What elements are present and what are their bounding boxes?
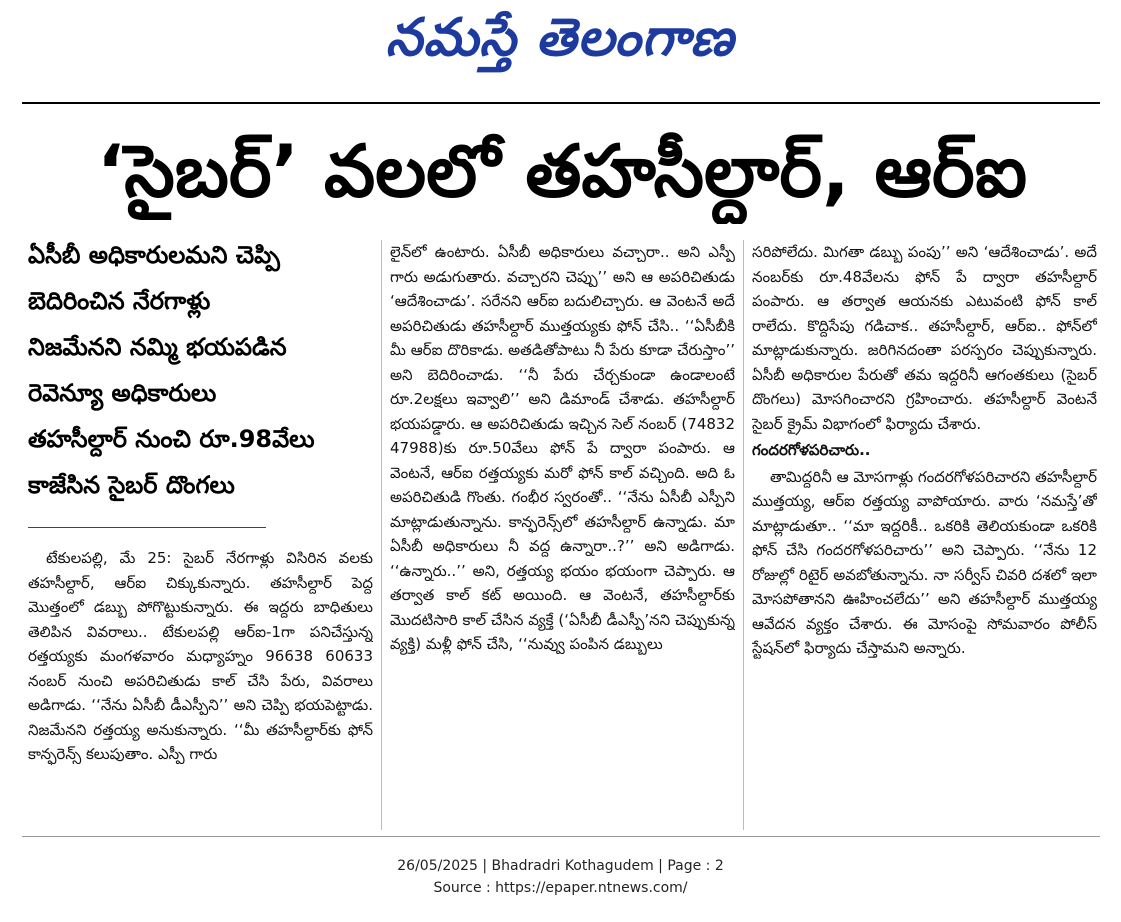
- masthead-rule: [22, 102, 1100, 104]
- headline-text: ‘సైబర్’ వలలో తహసీల్దార్, ఆర్ఐ: [96, 129, 1028, 213]
- column-divider: [743, 240, 744, 830]
- masthead-logo: [360, 4, 760, 72]
- article-paragraph: తామిద్దరినీ ఆ మోసగాళ్లు గందరగోళపరిచారని తహసీల్దార్ ముత్తయ్య, ఆర్ఐ రత్తయ్య వాపోయారు. వారు ‘నమస్తే’తో మాట్లాడుతూ.. ‘‘మా ఇద్దరికీ.. ఒకరికి తెలియకుండా ఒకరికి ఫోన్ చేసి గందరగోళపరిచారు’’ అని చెప్పారు. ‘‘నేను 12 రోజుల్లో రిటైర్ అవబోతున్నాను. నా సర్వీస్ చివరి దశలో ఇలా మోసపోతానని ఊహించలేదు’’ అని తహసీల్దార్ ముత్తయ్య ఆవేదన వ్యక్తం చేశారు. ఈ మోసంపై సోమవారం పోలీస్ స్టేషన్‌లో ఫిర్యాదు చేస్తామని అన్నారు.: [752, 467, 1097, 657]
- footer-source: Source : https://epaper.ntnews.com/: [433, 880, 688, 896]
- deck-list: [28, 240, 373, 516]
- column-divider: [381, 240, 382, 830]
- article-paragraph: టేకులపల్లి, మే 25: సైబర్ నేరగాళ్లు విసిరిన వలకు తహసీల్దార్, ఆర్ఐ చిక్కుకున్నారు. తహసీల్దార్ పెద్ద మొత్తంలో డబ్బు పోగొట్టుకున్నారు. ఈ ఇద్దరు బాధితులు తెలిపిన వివరాలు.. టేకులపల్లి ఆర్ఐ-1గా పనిచేస్తున్న రత్తయ్యకు మంగళవారం మధ్యాహ్నం 96638 60633 నంబర్ నుంచి అపరిచితుడు కాల్ చేసి పేరు, వివరాలు అడిగాడు. ‘‘నేను ఏసీబీ డీఎస్పీని’’ అని చెప్పి భయపెట్టాడు. నిజమేనని రత్తయ్య అనుకున్నారు. ‘‘మీ తహసీల్దార్‌కు ఫోన్ కాన్ఫరెన్స్ కలుపుతాం. ఎస్పీ గారు: [28, 549, 373, 763]
- article-subhead: గందరగోళపరిచారు..: [752, 441, 871, 459]
- article-paragraph: సరిపోలేదు. మిగతా డబ్బు పంపు’’ అని ‘ఆదేశించాడు’. అదే నంబర్‌కు రూ.48వేలను ఫోన్ పే ద్వారా తహసీల్దార్ పంపారు. ఆ తర్వాత ఆయనకు ఎటువంటి ఫోన్ కాల్ రాలేదు. కొద్దిసేపు గడిచాక.. తహసీల్దార్, ఆర్ఐ.. ఫోన్‌లో మాట్లాడుకున్నారు. జరిగినదంతా పరస్పరం చెప్పుకున్నారు. ఏసీబీ అధికారుల పేరుతో తమ ఇద్దరినీ ఆగంతకులు (సైబర్ దొంగలు) మోసగించారని గ్రహించారు. తహసీల్దార్ వెంటనే సైబర్ క్రైమ్ విభాగంలో ఫిర్యాదు చేశారు.: [752, 243, 1097, 433]
- article-column-2: [390, 240, 735, 830]
- deck-line: తహసీల్దార్ నుంచి రూ.98వేలు: [28, 425, 315, 453]
- deck-line: రెవెన్యూ అధికారులు: [28, 379, 217, 407]
- article-paragraph: లైన్‌లో ఉంటారు. ఏసీబీ అధికారులు వచ్చారా.. అని ఎస్పీ గారు అడుగుతారు. వచ్చారని చెప్పు’’ అని ఆ అపరిచితుడు ‘ఆదేశించాడు’. సరేనని ఆర్ఐ బదులిచ్చారు. ఆ వెంటనే అదే అపరిచితుడు తహసీల్దార్ ముత్తయ్యకు ఫోన్ చేసి.. ‘‘ఏసీబీకి మీ ఆర్ఐ దొరికాడు. అతడితోపాటు నీ పేరు కూడా చేరుస్తాం’’ అని బెదిరించాడు. ‘‘నీ పేరు చేర్చకుండా ఉండాలంటే రూ.2లక్షలు ఇవ్వాలి’’ అని డిమాండ్ చేశాడు. తహసీల్దార్ భయపడ్డారు. ఆ అపరిచితుడు ఇచ్చిన సెల్ నంబర్ (74832 47988)కు రూ.50వేలు ఫోన్ పే ద్వారా పంపారు. ఆ వెంటనే, ఆర్ఐ రత్తయ్యకు మరో ఫోన్ కాల్ వచ్చింది. అది ఓ అపరిచితుడి గొంతు. గంభీర స్వరంతో.. ‘‘నేను ఏసీబీ ఎస్పీని మాట్లాడుతున్నాను. కాన్ఫరెన్స్‌లో తహసీల్దార్ ఉన్నాడు. మా ఏసీబీ అధికారులు నీ వద్ద ఉన్నారా..?’’ అని అడిగాడు. ‘‘ఉన్నారు..’’ అని, రత్తయ్య భయం భయంగా చెప్పారు. ఆ తర్వాత కాల్ కట్ అయింది. ఆ వెంటనే, తహసీల్దార్‌కు మొదటిసారి కాల్ చేసిన వ్యక్తే (‘ఏసీబీ డీఎస్పీ’నని చెప్పుకున్న వ్యక్తి) మళ్లీ ఫోన్ చేసి, ‘‘నువ్వు పంపిన డబ్బులు: [390, 243, 735, 653]
- article-column-1: [28, 546, 373, 830]
- masthead-title: నమస్తే తెలంగాణ: [385, 8, 735, 68]
- deck-line: కాజేసిన సైబర్ దొంగలు: [28, 471, 235, 499]
- footer-dateline: 26/05/2025 | Bhadradri Kothagudem | Page : 2: [397, 858, 724, 874]
- deck-line: ఏసీబీ అధికారులమని చెప్పి: [28, 241, 280, 269]
- deck-line: నిజమేనని నమ్మి భయపడిన: [28, 333, 287, 361]
- deck-line: బెదిరించిన నేరగాళ్లు: [28, 287, 211, 315]
- deck-divider: [28, 527, 266, 528]
- footer-rule: [22, 836, 1100, 837]
- article-column-3: [752, 240, 1097, 830]
- headline: [24, 118, 1100, 224]
